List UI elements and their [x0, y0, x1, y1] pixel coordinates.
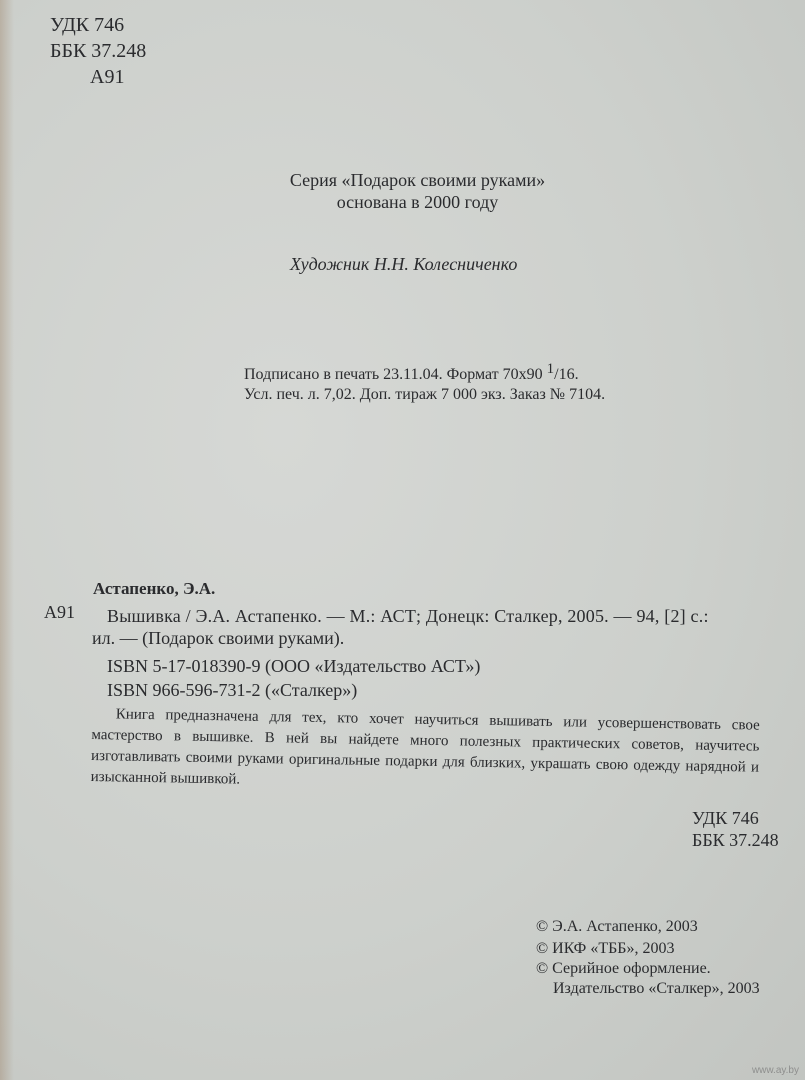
print-info-line-2: Усл. печ. л. 7,02. Доп. тираж 7 000 экз. Заказ № 7104. [244, 386, 606, 403]
print-info-main: Подписано в печать 23.11.04. Формат 70х90 [244, 366, 543, 383]
udk-code-bottom: УДК 746 [692, 808, 759, 828]
catalog-author: Астапенко, Э.А. [93, 579, 216, 598]
format-fraction-tail: /16. [554, 366, 579, 383]
format-fraction: 1 [546, 361, 555, 377]
bbk-code-top: ББК 37.248 [50, 40, 147, 62]
udk-code-top: УДК 746 [50, 14, 125, 36]
copyright-ikf: © ИКФ «ТББ», 2003 [536, 940, 675, 957]
copyright-series-design: © Серийное оформление. [536, 960, 711, 977]
catalog-author-mark: А91 [44, 602, 75, 622]
isbn-stalker: ISBN 966-596-731-2 («Сталкер») [107, 680, 358, 700]
book-annotation: Книга предназначена для тех, кто хочет научиться вышивать или усовершенствовать свое мастерство в вышивке. В ней вы найдете много полезных практических советов, научитесь изготавливать своими руками оригинальные подарки для близких, украшать свою одежду нарядной и изысканной вышивкой. [90, 706, 760, 788]
copyright-publisher: Издательство «Сталкер», 2003 [553, 980, 760, 997]
bbk-code-bottom: ББК 37.248 [692, 830, 779, 850]
catalog-title-line: Вышивка / Э.А. Астапенко. — М.: АСТ; Донецк: Сталкер, 2005. — 94, [2] с.: [107, 606, 709, 626]
page-edge-shadow [0, 0, 14, 1080]
series-founded: основана в 2000 году [336, 192, 499, 212]
isbn-ast: ISBN 5-17-018390-9 (ООО «Издательство АСТ») [107, 656, 481, 676]
site-watermark: www.ay.by [751, 1065, 799, 1076]
series-title: Серия «Подарок своими руками» [289, 170, 546, 190]
author-mark-top: А91 [90, 66, 125, 88]
print-info-line-1 [244, 361, 579, 384]
catalog-ill-line: ил. — (Подарок своими руками). [92, 628, 345, 648]
artist-credit: Художник Н.Н. Колесниченко [290, 254, 518, 274]
copyright-author: © Э.А. Астапенко, 2003 [536, 918, 698, 935]
